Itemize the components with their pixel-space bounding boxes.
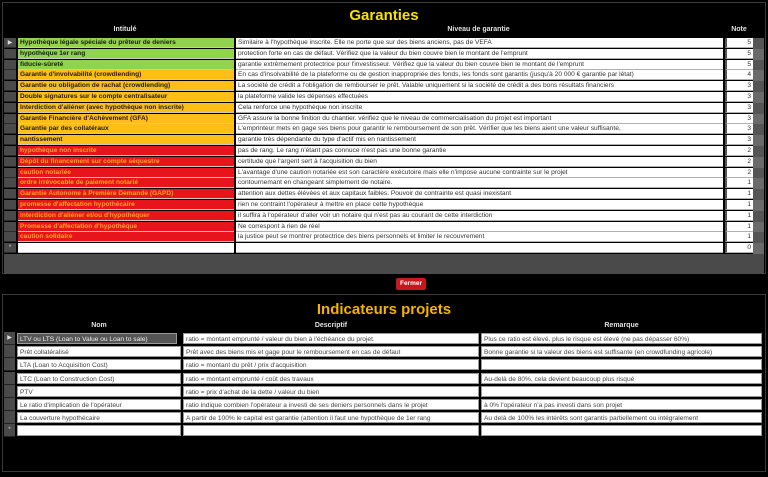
nom-cell[interactable]: LTV ou LTS (Loan to Value ou Loan to sale) <box>17 333 177 344</box>
fermer-button[interactable]: Fermer <box>396 278 426 290</box>
garantie-row[interactable] <box>4 114 764 125</box>
indicateurs-title: Indicateurs projets <box>316 301 452 318</box>
col-header-descriptif: Descriptif <box>314 322 348 329</box>
intitule-cell[interactable] <box>18 243 234 253</box>
row-selector[interactable] <box>4 81 16 91</box>
garantie-row[interactable] <box>4 49 764 60</box>
garanties-title: Garanties <box>349 7 419 24</box>
row-tail <box>753 135 764 146</box>
garantie-row[interactable] <box>4 103 764 114</box>
niveau-cell[interactable]: GFA assure la bonne finition du chantier. vérifiez que le niveau de commercialisation du projet est important <box>236 114 723 124</box>
row-tail <box>753 124 764 135</box>
descriptif-cell[interactable]: ratio = montant emprunté / coût des travaux <box>183 373 479 384</box>
indicateur-row[interactable] <box>4 424 764 437</box>
row-tail <box>753 60 764 71</box>
row-selector[interactable] <box>4 178 16 188</box>
row-selector[interactable] <box>4 124 16 134</box>
niveau-cell[interactable]: certitude que l'argent sert à l'acquisition du bien <box>236 157 723 167</box>
indicateurs-panel <box>2 294 766 472</box>
row-tail <box>753 189 764 200</box>
row-selector[interactable]: * <box>4 424 15 437</box>
niveau-cell[interactable]: rien ne contraint l'opérateur à mettre en place cette hypothèque <box>236 200 723 210</box>
remarque-cell[interactable]: à 0% l'opérateur n'a pas investi dans son projet <box>481 399 762 410</box>
col-header-niveau: Niveau de garantie <box>447 26 510 33</box>
row-tail <box>753 243 764 254</box>
intitule-cell[interactable]: hypothèque non inscrite <box>18 146 234 156</box>
intitule-cell[interactable]: Hypothèque légale spéciale du prêteur de deniers <box>18 38 234 48</box>
row-tail <box>753 222 764 233</box>
row-tail <box>753 81 764 92</box>
note-cell[interactable]: 5 <box>725 38 753 48</box>
garantie-row[interactable] <box>4 124 764 135</box>
intitule-cell[interactable]: Interdiction d'aliéner (avec hypothèque non inscrite) <box>18 103 234 113</box>
note-cell[interactable]: 1 <box>725 222 753 232</box>
intitule-cell[interactable]: Double signatures sur le compte centralisateur <box>18 92 234 102</box>
row-tail <box>753 200 764 211</box>
intitule-cell[interactable]: Garantie d'involvabilité (crowdlending) <box>18 70 234 80</box>
niveau-cell[interactable]: Similaire à l'hypothèque inscrite. Elle ne porte que sur des biens anciens, pas de VEFA <box>236 38 723 48</box>
niveau-cell[interactable]: En cas d'insolvabilité de la plateforme ou de gestion inappropriée des fonds, les fonds sont garantis (jusqu'à 20 000 € garantie par létat) <box>236 70 723 80</box>
row-tail <box>753 114 764 125</box>
nom-cell[interactable]: LTC (Loan to Construction Cost) <box>17 373 181 384</box>
indicateur-row[interactable] <box>4 345 764 358</box>
col-header-nom: Nom <box>91 322 107 329</box>
garanties-grid <box>4 38 764 254</box>
note-cell[interactable]: 5 <box>725 60 753 70</box>
garantie-row[interactable] <box>4 135 764 146</box>
remarque-cell[interactable]: Au delà de 100% les intérêts sont garantis partiellement ou intégralement <box>481 412 762 423</box>
col-header-note: Note <box>731 26 747 33</box>
descriptif-cell[interactable] <box>183 425 479 436</box>
intitule-cell[interactable]: ordre irrévocable de paiement notarié <box>18 178 234 188</box>
row-selector[interactable] <box>4 135 16 145</box>
niveau-cell[interactable]: Cela renforce une hypothèque non inscrite <box>236 103 723 113</box>
row-tail <box>753 178 764 189</box>
remarque-cell[interactable] <box>481 386 762 397</box>
note-cell[interactable]: 1 <box>725 232 753 242</box>
garantie-row[interactable] <box>4 178 764 189</box>
col-header-intitule: Intitulé <box>113 26 137 33</box>
note-cell[interactable]: 1 <box>725 200 753 210</box>
niveau-cell[interactable]: garantie très dépendante du type d'actif mis en nantissement <box>236 135 723 145</box>
intitule-cell[interactable]: hypothèque 1er rang <box>18 49 234 59</box>
indicateur-row[interactable] <box>4 372 764 385</box>
row-selector[interactable] <box>4 60 16 70</box>
intitule-cell[interactable]: nantissement <box>18 135 234 145</box>
row-tail <box>753 103 764 114</box>
row-selector[interactable] <box>4 345 15 358</box>
row-selector[interactable] <box>4 157 16 167</box>
note-cell[interactable]: 2 <box>725 146 753 156</box>
garantie-row[interactable] <box>4 168 764 179</box>
row-tail <box>753 232 764 243</box>
niveau-cell[interactable]: il suffira à l'opérateur d'aller voir un notaire qui n'est pas au courant de cette interdiction <box>236 211 723 221</box>
descriptif-cell[interactable]: A partir de 100% le capital est garantie (attention il faut une hypothèque de 1er rang <box>183 412 479 423</box>
row-tail <box>753 70 764 81</box>
niveau-cell[interactable]: protection forte en cas de défaut. Vérifiez que la valeur du bien couvre bien le montant de l'emprunt <box>236 49 723 59</box>
row-selector[interactable] <box>4 411 15 424</box>
row-tail <box>753 211 764 222</box>
niveau-cell[interactable]: contournemant en changeant simplement de notaire. <box>236 178 723 188</box>
row-tail <box>753 146 764 157</box>
garantie-row[interactable] <box>4 243 764 254</box>
row-selector[interactable] <box>4 398 15 411</box>
row-tail <box>753 92 764 103</box>
note-cell[interactable]: 1 <box>725 211 753 221</box>
niveau-cell[interactable]: L'avantage d'une caution notariée est son caractère exécutoire mais elle n'impose aucune contrainte sur le projet <box>236 168 723 178</box>
descriptif-cell[interactable]: ratio = montant du prêt / prix d'acquisition <box>183 359 479 370</box>
row-selector[interactable]: ▶ <box>4 38 16 48</box>
row-selector[interactable] <box>4 385 15 398</box>
descriptif-cell[interactable]: Prêt avec des biens mis et gage pour le remboursement en cas de défaut <box>183 346 479 357</box>
intitule-cell[interactable]: Garantie ou obligation de rachat (crowdlending) <box>18 81 234 91</box>
note-cell[interactable]: 1 <box>725 178 753 188</box>
niveau-cell[interactable]: attention aux dettes élévées et aux capitaux faibles. Pouvoir de contrainte est quasi inexistant <box>236 189 723 199</box>
note-cell[interactable]: 3 <box>725 103 753 113</box>
note-cell[interactable]: 4 <box>725 70 753 80</box>
indicateurs-grid <box>4 332 764 438</box>
garantie-row[interactable] <box>4 157 764 168</box>
nom-cell[interactable] <box>17 425 181 436</box>
row-selector[interactable] <box>4 114 16 124</box>
nom-cell[interactable]: Prêt collatéralisé <box>17 346 181 357</box>
niveau-cell[interactable] <box>236 243 723 253</box>
row-selector[interactable] <box>4 146 16 156</box>
remarque-cell[interactable]: Au-delà de 80%, cela devient beaucoup plus risqué <box>481 373 762 384</box>
note-cell[interactable]: 1 <box>725 189 753 199</box>
row-selector[interactable] <box>4 211 16 221</box>
garantie-row[interactable] <box>4 211 764 222</box>
indicateur-row[interactable] <box>4 385 764 398</box>
indicateur-row[interactable] <box>4 398 764 411</box>
row-selector[interactable] <box>4 49 16 59</box>
indicateur-row[interactable] <box>4 411 764 424</box>
intitule-cell[interactable]: Promesse d'affectation d'hypothèque <box>18 222 234 232</box>
row-selector[interactable] <box>4 92 16 102</box>
garantie-row[interactable] <box>4 222 764 233</box>
row-selector[interactable] <box>4 372 15 385</box>
row-selector[interactable]: ▶ <box>4 332 15 345</box>
garantie-row[interactable] <box>4 146 764 157</box>
nom-cell[interactable]: Le ratio d'implication de l'opérateur <box>17 399 181 410</box>
intitule-cell[interactable]: Garantie Financière d'Achèvement (GFA) <box>18 114 234 124</box>
niveau-cell[interactable]: garantie extrêmement protectrice pour l'investisseur. Vérifiez que la valeur du bien couvre bien le montant de l'emprunt <box>236 60 723 70</box>
note-cell[interactable]: 3 <box>725 114 753 124</box>
garantie-row[interactable] <box>4 200 764 211</box>
note-cell[interactable]: 0 <box>725 243 753 253</box>
row-tail <box>753 157 764 168</box>
row-selector[interactable] <box>4 222 16 232</box>
intitule-cell[interactable]: Dépôt du financement sur compte séquestre <box>18 157 234 167</box>
row-selector[interactable] <box>4 103 16 113</box>
remarque-cell[interactable]: Plus ce ratio est élevé, plus le risque est élevé (ne pas dépasser 60%) <box>481 333 762 344</box>
niveau-cell[interactable]: Ne correspont à rien de réel <box>236 222 723 232</box>
row-tail <box>753 38 764 49</box>
niveau-cell[interactable]: la justice peut se montrer protectrice des biens personnels et limiter le recouvrement <box>236 232 723 242</box>
note-cell[interactable]: 2 <box>725 168 753 178</box>
row-selector[interactable] <box>4 358 15 371</box>
descriptif-cell[interactable]: ratio = montant emprunté / valeur du bien à l'échéance du projet. <box>183 333 479 344</box>
niveau-cell[interactable]: L'emprinteur mets en gage ses biens pour garantir le remboursement de son prêt. Vérifier que les biens aient une valeur suffisante, <box>236 124 723 134</box>
niveau-cell[interactable]: La société de crédit a l'obligation de rembourser le prêt. Valable uniquement si la société de crédit a des bons résultats financiers <box>236 81 723 91</box>
row-tail <box>753 49 764 60</box>
row-selector[interactable]: * <box>4 243 16 253</box>
intitule-cell[interactable]: caution solidaire <box>18 232 234 242</box>
row-tail <box>753 168 764 179</box>
nom-cell[interactable]: PTV <box>17 386 181 397</box>
row-selector[interactable] <box>4 70 16 80</box>
remarque-cell[interactable] <box>481 359 762 370</box>
note-cell[interactable]: 5 <box>725 49 753 59</box>
garantie-row[interactable] <box>4 81 764 92</box>
garantie-row[interactable] <box>4 38 764 49</box>
garanties-grid-footer <box>4 254 764 274</box>
note-cell[interactable]: 3 <box>725 81 753 91</box>
note-cell[interactable]: 2 <box>725 157 753 167</box>
remarque-cell[interactable]: Bonne garantie si la valeur des biens est suffisante (en crowdfunding agricole) <box>481 346 762 357</box>
remarque-cell[interactable] <box>481 425 762 436</box>
note-cell[interactable]: 3 <box>725 92 753 102</box>
nom-cell[interactable]: LTA (Loan to Acquisition Cost) <box>17 359 181 370</box>
garantie-row[interactable] <box>4 60 764 71</box>
intitule-cell[interactable]: interdiction d'aliéner et/ou d'hypothéquer <box>18 211 234 221</box>
garantie-row[interactable] <box>4 70 764 81</box>
garanties-panel <box>2 2 766 274</box>
row-selector[interactable] <box>4 200 16 210</box>
intitule-cell[interactable]: Garantie par des collatéraux <box>18 124 234 134</box>
intitule-cell[interactable]: promesse d'affectation hypothécaire <box>18 200 234 210</box>
garantie-row[interactable] <box>4 92 764 103</box>
indicateur-row[interactable] <box>4 358 764 371</box>
garantie-row[interactable] <box>4 232 764 243</box>
intitule-cell[interactable]: Garantie Autonome à Première Demande (GAPD) <box>18 189 234 199</box>
niveau-cell[interactable]: pas de rang. Le rang n'étant pas connuce n'est pas une bonne garantie <box>236 146 723 156</box>
row-selector[interactable] <box>4 232 16 242</box>
col-header-remarque: Remarque <box>604 322 639 329</box>
intitule-cell[interactable]: fiducie-sûreté <box>18 60 234 70</box>
niveau-cell[interactable]: la plateforme valide les dépenses effectuées <box>236 92 723 102</box>
descriptif-cell[interactable]: ratio = prix d'achat de la dette / valeur du bien <box>183 386 479 397</box>
indicateur-row[interactable] <box>4 332 764 345</box>
note-cell[interactable]: 3 <box>725 124 753 134</box>
garantie-row[interactable] <box>4 189 764 200</box>
descriptif-cell[interactable]: ratio indique combien l'opérateur a investi de ses deniers personnels dans le projet <box>183 399 479 410</box>
row-selector[interactable] <box>4 168 16 178</box>
intitule-cell[interactable]: caution notariée <box>18 168 234 178</box>
note-cell[interactable]: 3 <box>725 135 753 145</box>
nom-cell[interactable]: La couverture hypothécaire <box>17 412 181 423</box>
row-selector[interactable] <box>4 189 16 199</box>
